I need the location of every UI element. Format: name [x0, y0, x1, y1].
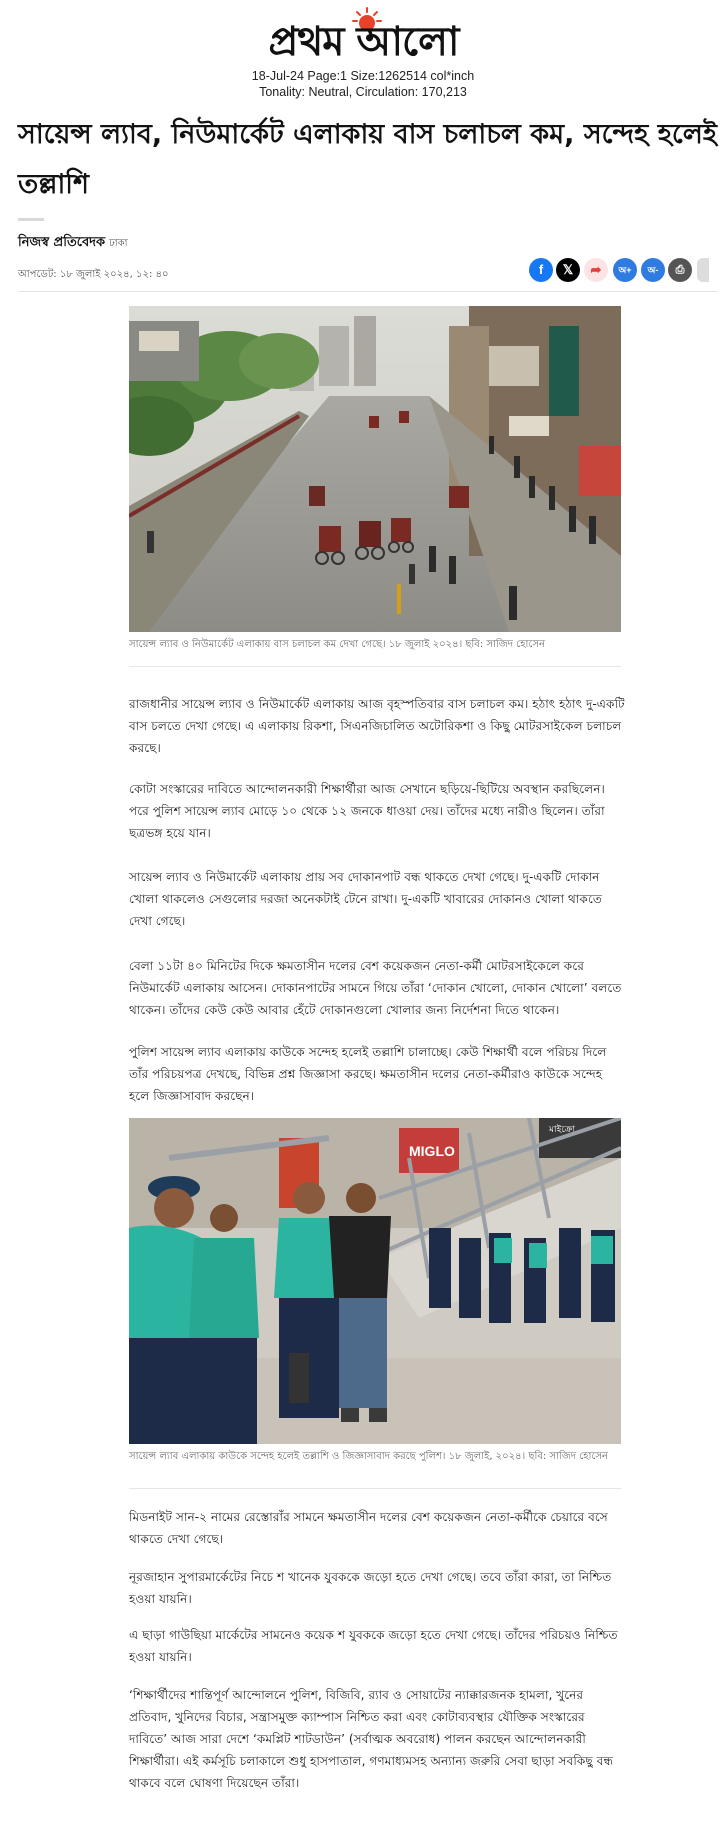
clipping-tonality-line: Tonality: Neutral, Circulation: 170,213 [259, 85, 467, 99]
masthead [0, 0, 726, 100]
article-photo-street[interactable] [129, 306, 621, 632]
updated-timestamp: আপডেট: ১৮ জুলাই ২০২৪, ১২: ৪০ [18, 269, 169, 280]
article-paragraph: এ ছাড়া গাউছিয়া মার্কেটের সামনেও কয়েক শ যুবককে জড়ো হতে দেখা গেছে। তাঁদের পরিচয়ও নিশ্চিত হওয়া যায়নি। [129, 1628, 618, 1664]
headline-divider [18, 218, 44, 221]
article-photo-police[interactable] [129, 1118, 621, 1444]
article-paragraph: বেলা ১১টা ৪০ মিনিটের দিকে ক্ষমতাসীন দলের বেশ কয়েকজন নেতা-কর্মী মোটরসাইকেলে করে নিউমার্কেট এলাকায় আসেন। দোকানপাটের সামনে গিয়ে তাঁরা ‘দোকান খোলো, দোকান খোলো’ বলতে থাকেন। তাঁদের কেউ কেউ আবার হেঁটে দোকানগুলো খোলার জন্য নির্দেশনা দিতে থাকেন। [129, 959, 622, 1017]
more-share-icon[interactable] [697, 258, 709, 282]
x-icon[interactable]: 𝕏 [556, 258, 580, 282]
logo-wordmark: প্রথম আলো [268, 18, 459, 65]
print-icon[interactable]: ⎙ [668, 258, 692, 282]
font-increase-icon[interactable]: অ+ [613, 258, 637, 282]
photo-caption: সায়েন্স ল্যাব এলাকায় কাউকে সন্দেহ হলেই তল্লাশি ও জিজ্ঞাসাবাদ করছে পুলিশ। ১৮ জুলাই, ২০২৪। ছবি: সাজিদ হোসেন [129, 1451, 609, 1462]
shop-sign-micro: মাইক্রো [549, 1125, 576, 1135]
article-paragraph: পুলিশ সায়েন্স ল্যাব এলাকায় কাউকে সন্দেহ হলেই তল্লাশি চালাচ্ছে। কেউ শিক্ষার্থী বলে পরিচয় দিলে তাঁর পরিচয়পত্র দেখছে, বিভিন্ন প্রশ্ন জিজ্ঞাসা করছে। ক্ষমতাসীন দলের নেতা-কর্মীরাও কাউকে সন্দেহ হলে জিজ্ঞাসাবাদ করছেন। [129, 1045, 607, 1103]
byline-location: ঢাকা [109, 238, 128, 249]
prothom-alo-logo[interactable] [226, 6, 501, 64]
caption-rule [129, 666, 621, 667]
header-rule [18, 291, 718, 292]
photo-caption: সায়েন্স ল্যাব ও নিউমার্কেট এলাকায় বাস চলাচল কম দেখা গেছে। ১৮ জুলাই ২০২৪। ছবি: সাজিদ হোসেন [129, 639, 545, 650]
clipping-meta-line: 18-Jul-24 Page:1 Size:1262514 col*inch [251, 69, 475, 83]
author-name[interactable]: নিজস্ব প্রতিবেদক [18, 235, 106, 250]
article-paragraph: মিডনাইট সান-২ নামের রেস্তোরাঁর সামনে ক্ষমতাসীন দলের বেশ কয়েকজন নেতা-কর্মীকে চেয়ারে বসে থাকতে দেখা গেছে। [129, 1510, 608, 1546]
facebook-icon[interactable]: f [529, 258, 553, 282]
article-paragraph: কোটা সংস্কারের দাবিতে আন্দোলনকারী শিক্ষার্থীরা আজ সেখানে ছড়িয়ে-ছিটিয়ে অবস্থান করছিলেন। পরে পুলিশ সায়েন্স ল্যাব মোড়ে ১০ থেকে ১২ জনকে ধাওয়া দেয়। তাঁদের মধ্যে নারীও ছিলেন। তাঁরা ছত্রভঙ্গ হয়ে যান। [129, 782, 605, 840]
share-icon[interactable]: ➦ [584, 258, 608, 282]
caption-rule [129, 1488, 621, 1489]
article-paragraph: রাজধানীর সায়েন্স ল্যাব ও নিউমার্কেট এলাকায় আজ বৃহস্পতিবার বাস চলাচল কম। হঠাৎ হঠাৎ দু-একটি বাস চলতে দেখা গেছে। এ এলাকায় রিকশা, সিএনজিচালিত অটোরিকশা ও কিছু মোটরসাইকেল চলাচল করছে। [129, 697, 625, 755]
article-headline: সায়েন্স ল্যাব, নিউমার্কেট এলাকায় বাস চলাচল কম, সন্দেহ হলেই তল্লাশি [18, 119, 717, 200]
font-decrease-icon[interactable]: অ- [641, 258, 665, 282]
article-paragraph: ‘শিক্ষার্থীদের শান্তিপূর্ণ আন্দোলনে পুলিশ, বিজিবি, র‍্যাব ও সোয়াটের ন্যাক্কারজনক হামলা, খুনের প্রতিবাদ, খুনিদের বিচার, সন্ত্রাসমুক্ত ক্যাম্পাস নিশ্চিত করা এবং কোটাব্যবস্থার যৌক্তিক সংস্কারের দাবিতে’ আজ সারা দেশে ‘কমপ্লিট শাটডাউন’ (সর্বাত্মক অবরোধ) পালন করছেন আন্দোলনকারী শিক্ষার্থীরা। এই কর্মসূচি চলাকালে শুধু হাসপাতাল, গণমাধ্যমসহ অন্যান্য জরুরি সেবা ছাড়া সবকিছু বন্ধ থাকবে বলে ঘোষণা দিয়েছেন তাঁরা। [129, 1688, 614, 1790]
article-paragraph: সায়েন্স ল্যাব ও নিউমার্কেট এলাকায় প্রায় সব দোকানপাট বন্ধ থাকতে দেখা গেছে। দু-একটি দোকান খোলা থাকলেও সেগুলোর দরজা অনেকটাই টেনে রাখা। দু-একটি খাবারের দোকানও খোলা থাকতে দেখা গেছে। [129, 870, 603, 928]
shop-sign-miglo: MIGLO [409, 1143, 455, 1159]
article-paragraph: নূরজাহান সুপারমার্কেটের নিচে শ খানেক যুবককে জড়ো হতে দেখা গেছে। তবে তাঁরা কারা, তা নিশ্চিত হওয়া যায়নি। [129, 1570, 612, 1606]
byline [18, 233, 128, 254]
